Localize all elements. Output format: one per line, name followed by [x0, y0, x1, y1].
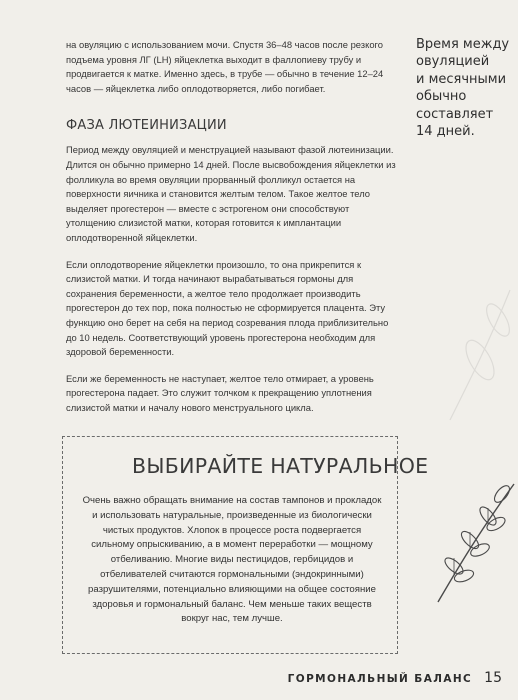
tip-box-title: ВЫБИРАЙТЕ НАТУРАЛЬНОЕ — [132, 454, 429, 478]
intro-paragraph: на овуляцию с использованием мочи. Спустя 36–48 часов после резкого подъема уровня ЛГ (LH) яйцеклетка выходит в фаллопиеву трубу и продвигается к матке. Именно здесь, в трубе — обычно в течение 12–24 часов — яйцеклетка либо оплодотворяется, либо погибает. — [66, 39, 384, 94]
sidebar-note-line: обычно — [416, 89, 467, 105]
body-paragraph: Если же беременность не наступает, желтое тело отмирает, а уровень прогестерона падает. Это служит толчком к прекращению уплотнения слизистой матки и началу нового менструального цикла. — [66, 372, 374, 413]
sidebar-note — [416, 36, 510, 140]
body-paragraph: Если оплодотворение яйцеклетки произошло, то она прикрепится к слизистой матки. И тогда начинают вырабатываться гормоны для сохранения беременности, а желтое тело продолжает производить прогестерон до тех пор, пока полностью не сформируется плацента. Эту функцию оно берет на себя на период созревания плода приблизительно до 10 недель. Соответствующий уровень прогестерона необходим для здоровой беременности. — [66, 258, 389, 358]
tip-box-text: Очень важно обращать внимание на состав тампонов и прокладок и использовать натуральные, произведенные из биологически чистых продуктов. Хлопок в процессе роста подвергается сильному опрыскиванию, а в момент переработки — мощному отбеливанию. Многие виды пестицидов, гербицидов и отбеливателей считаются гормональными (эндокринными) разрушителями, потенциально влияющими на общее состояние здоровья и гормональный баланс. Чем меньше таких веществ вокруг нас, тем лучше. — [82, 495, 382, 625]
running-footer-title: ГОРМОНАЛЬНЫЙ БАЛАНС — [287, 673, 473, 685]
leaf-branch-icon — [430, 478, 518, 608]
sidebar-note-line: составляет — [416, 106, 494, 122]
body-paragraph: Период между овуляцией и менструацией называют фазой лютеинизации. Длится он обычно примерно 14 дней. После высвобождения яйцеклетки из фолликула во время овуляции прорванный фолликул остается на поверхности яичника и становится желтым телом. Такое желтое тело выделяет прогестерон — вместе с эстрогеном они способствуют утолщению слизистой матки, которая готовится к имплантации оплодотворенной яйцеклетки. — [66, 144, 396, 243]
sidebar-note-line: 14 дней. — [416, 124, 475, 140]
sidebar-note-line: Время между — [416, 37, 510, 52]
bleed-through-decoration — [440, 270, 518, 430]
main-text-column — [66, 38, 398, 427]
sidebar-note-line: и месячными — [416, 71, 507, 87]
page-footer — [288, 670, 502, 686]
section-heading: ФАЗА ЛЮТЕИНИЗАЦИИ — [66, 118, 227, 134]
sidebar-note-line: овуляцией — [416, 54, 490, 70]
page-number: 15 — [484, 670, 502, 686]
